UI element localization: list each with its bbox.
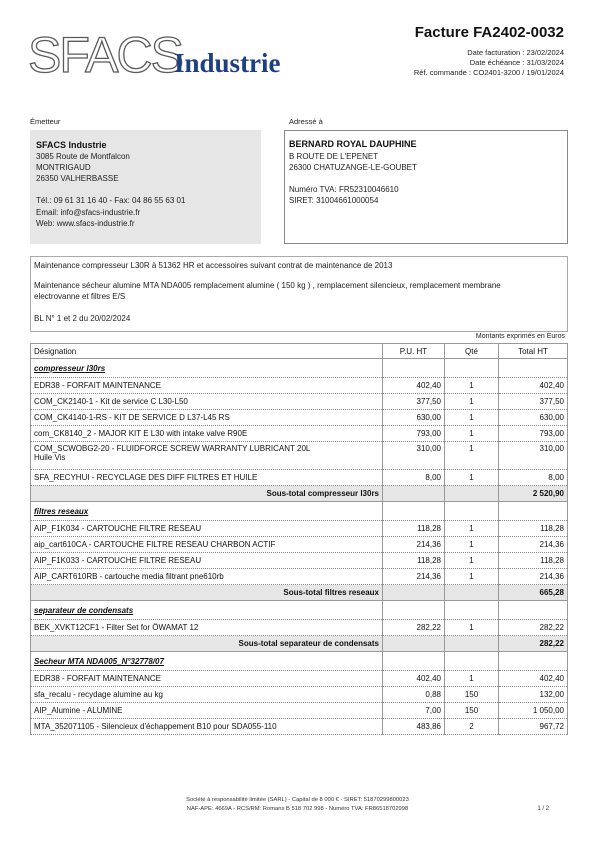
addressee-address-1: B ROUTE DE L'EPENET bbox=[289, 152, 379, 161]
item-total: 282,22 bbox=[499, 620, 568, 636]
invoice-items-table bbox=[30, 343, 568, 735]
item-total: 402,40 bbox=[499, 671, 568, 687]
subtotal-label: Sous-total compresseur l30rs bbox=[31, 486, 383, 502]
table-row bbox=[31, 521, 568, 537]
item-total: 8,00 bbox=[499, 470, 568, 486]
emitter-address-1: 3085 Route de Montfalcon bbox=[36, 152, 130, 161]
table-row bbox=[31, 394, 568, 410]
addressee-label: Adressé à bbox=[289, 117, 323, 126]
item-total: 132,00 bbox=[499, 687, 568, 703]
emitter-block bbox=[30, 130, 261, 244]
item-unit-price: 630,00 bbox=[383, 410, 445, 426]
table-row bbox=[31, 553, 568, 569]
table-row bbox=[31, 569, 568, 585]
item-unit-price: 282,22 bbox=[383, 620, 445, 636]
emitter-phone: Tél.: 09 61 31 16 40 - Fax: 04 86 55 63 01 bbox=[36, 196, 186, 205]
header-unit-price: P.U. HT bbox=[383, 344, 445, 359]
table-row bbox=[31, 442, 568, 470]
item-quantity: 1 bbox=[445, 426, 499, 442]
item-designation: EDR38 - FORFAIT MAINTENANCE bbox=[31, 378, 383, 394]
item-total: 118,28 bbox=[499, 553, 568, 569]
table-row bbox=[31, 703, 568, 719]
subtotal-label: Sous-total separateur de condensats bbox=[31, 636, 383, 652]
subtotal-row bbox=[31, 636, 568, 652]
section-header bbox=[31, 359, 568, 378]
item-quantity: 1 bbox=[445, 442, 499, 470]
item-quantity: 1 bbox=[445, 378, 499, 394]
table-row bbox=[31, 687, 568, 703]
item-quantity: 1 bbox=[445, 470, 499, 486]
invoice-description bbox=[30, 256, 568, 332]
table-row bbox=[31, 719, 568, 735]
item-total: 967,72 bbox=[499, 719, 568, 735]
addressee-block bbox=[284, 130, 568, 244]
item-quantity: 1 bbox=[445, 620, 499, 636]
invoice-date: Date facturation : 23/02/2024 bbox=[467, 48, 564, 57]
section-header bbox=[31, 601, 568, 620]
item-total: 630,00 bbox=[499, 410, 568, 426]
item-designation: AIP_Alumine - ALUMINE bbox=[31, 703, 383, 719]
item-unit-price: 483,86 bbox=[383, 719, 445, 735]
item-designation: COM_CK4140-1-RS - KIT DE SERVICE D L37-L45 RS bbox=[31, 410, 383, 426]
invoice-title: Facture FA2402-0032 bbox=[414, 24, 564, 41]
subtotal-value: 665,28 bbox=[499, 585, 568, 601]
logo-industrie-text: Industrie bbox=[174, 48, 281, 78]
item-quantity: 1 bbox=[445, 537, 499, 553]
item-unit-price: 402,40 bbox=[383, 671, 445, 687]
item-quantity: 1 bbox=[445, 394, 499, 410]
emitter-name: SFACS Industrie bbox=[36, 140, 107, 150]
subtotal-value: 282,22 bbox=[499, 636, 568, 652]
table-row bbox=[31, 470, 568, 486]
currency-note: Montants exprimés en Euros bbox=[475, 333, 565, 340]
logo-sfacs-text: SFACS bbox=[28, 27, 182, 83]
item-quantity: 1 bbox=[445, 671, 499, 687]
item-unit-price: 8,00 bbox=[383, 470, 445, 486]
table-row bbox=[31, 378, 568, 394]
item-unit-price: 214,36 bbox=[383, 537, 445, 553]
item-quantity: 150 bbox=[445, 687, 499, 703]
subtotal-label: Sous-total filtres reseaux bbox=[31, 585, 383, 601]
item-unit-price: 402,40 bbox=[383, 378, 445, 394]
item-total: 793,00 bbox=[499, 426, 568, 442]
emitter-web: Web: www.sfacs-industrie.fr bbox=[36, 219, 135, 228]
header-total: Total HT bbox=[499, 344, 568, 359]
emitter-address-3: 26350 VALHERBASSE bbox=[36, 174, 119, 183]
header-designation: Désignation bbox=[31, 344, 383, 359]
description-line: Maintenance compresseur L30R à 51362 HR et accessoires suivant contrat de maintenance de 2013 bbox=[34, 261, 393, 270]
item-designation: EDR38 - FORFAIT MAINTENANCE bbox=[31, 671, 383, 687]
item-unit-price: 0,88 bbox=[383, 687, 445, 703]
item-unit-price: 7,00 bbox=[383, 703, 445, 719]
footer-legal-line-2: NAF-APE: 4669A - RCS/RM: Romans B 518 702 998 - Numéro TVA: FR86518702998 bbox=[186, 806, 409, 812]
item-designation: com_CK8140_2 - MAJOR KIT E L30 with intake valve R90E bbox=[31, 426, 383, 442]
item-quantity: 1 bbox=[445, 553, 499, 569]
addressee-tva: Numéro TVA: FR52310046610 bbox=[289, 185, 399, 194]
page-number: 1 / 2 bbox=[537, 806, 549, 812]
item-unit-price: 377,50 bbox=[383, 394, 445, 410]
item-designation: AIP_F1K034 - CARTOUCHE FILTRE RESEAU bbox=[31, 521, 383, 537]
item-quantity: 1 bbox=[445, 569, 499, 585]
item-designation: AIP_F1K033 - CARTOUCHE FILTRE RESEAU bbox=[31, 553, 383, 569]
item-total: 214,36 bbox=[499, 569, 568, 585]
section-title: compresseur l30rs bbox=[31, 359, 383, 378]
item-quantity: 2 bbox=[445, 719, 499, 735]
footer-legal-line-1: Société à responsabilité limitée (SARL) - Capital de 8 000 € - SIRET: 51870299800023 bbox=[186, 797, 409, 803]
subtotal-row bbox=[31, 585, 568, 601]
section-header bbox=[31, 652, 568, 671]
item-quantity: 1 bbox=[445, 521, 499, 537]
delivery-note-reference: BL N° 1 et 2 du 20/02/2024 bbox=[34, 314, 131, 323]
item-designation: MTA_352071105 - Silencieux d'échappement B10 pour SDA055-110 bbox=[31, 719, 383, 735]
item-total: 310,00 bbox=[499, 442, 568, 470]
item-designation: COM_CK2140-1 - Kit de service C L30-L50 bbox=[31, 394, 383, 410]
item-designation: SFA_RECYHUI - RECYCLAGE DES DIFF FILTRES ET HUILE bbox=[31, 470, 383, 486]
item-unit-price: 118,28 bbox=[383, 521, 445, 537]
item-unit-price: 214,36 bbox=[383, 569, 445, 585]
addressee-name: BERNARD ROYAL DAUPHINE bbox=[289, 139, 417, 149]
table-header-row bbox=[31, 344, 568, 359]
item-quantity: 1 bbox=[445, 410, 499, 426]
addressee-address-2: 26300 CHATUZANGE-LE-GOUBET bbox=[289, 163, 417, 172]
section-title: filtres reseaux bbox=[31, 502, 383, 521]
item-designation-line: COM_SCWOBG2-20 - FLUIDFORCE SCREW WARRANTY LUBRICANT 20L bbox=[34, 444, 311, 453]
table-row bbox=[31, 426, 568, 442]
item-designation-note: Huile Vis bbox=[34, 453, 66, 462]
subtotal-value: 2 520,90 bbox=[499, 486, 568, 502]
company-logo bbox=[28, 27, 288, 83]
emitter-address-2: MONTRIGAUD bbox=[36, 163, 91, 172]
table-row bbox=[31, 620, 568, 636]
item-total: 118,28 bbox=[499, 521, 568, 537]
order-reference: Réf. commande : CO2401-3200 / 19/01/2024 bbox=[413, 68, 564, 77]
table-row bbox=[31, 410, 568, 426]
item-unit-price: 793,00 bbox=[383, 426, 445, 442]
section-title: separateur de condensats bbox=[31, 601, 383, 620]
emitter-email: Email: info@sfacs-industrie.fr bbox=[36, 208, 141, 217]
item-designation: BEK_XVKT12CF1 - Filter Set for ÖWAMAT 12 bbox=[31, 620, 383, 636]
item-total: 1 050,00 bbox=[499, 703, 568, 719]
header-quantity: Qté bbox=[445, 344, 499, 359]
item-designation: aip_cart610CA - CARTOUCHE FILTRE RESEAU CHARBON ACTIF bbox=[31, 537, 383, 553]
section-title: Secheur MTA NDA005_N°32778/07 bbox=[31, 652, 383, 671]
item-total: 402,40 bbox=[499, 378, 568, 394]
item-total: 377,50 bbox=[499, 394, 568, 410]
item-designation: AIP_CART610RB - cartouche media filtrant pne610rb bbox=[31, 569, 383, 585]
section-header bbox=[31, 502, 568, 521]
table-row bbox=[31, 537, 568, 553]
emitter-label: Émetteur bbox=[30, 117, 61, 126]
subtotal-row bbox=[31, 486, 568, 502]
item-total: 214,36 bbox=[499, 537, 568, 553]
item-designation: sfa_recalu - recydage alumine au kg bbox=[31, 687, 383, 703]
due-date: Date échéance : 31/03/2024 bbox=[469, 58, 564, 67]
description-line: electrovanne et filtres E/S bbox=[34, 292, 126, 301]
item-unit-price: 310,00 bbox=[383, 442, 445, 470]
item-unit-price: 118,28 bbox=[383, 553, 445, 569]
table-row bbox=[31, 671, 568, 687]
addressee-siret: SIRET: 31004661000054 bbox=[289, 196, 379, 205]
item-quantity: 150 bbox=[445, 703, 499, 719]
description-line: Maintenance sécheur alumine MTA NDA005 remplacement alumine ( 150 kg ) , remplacement silencieux, remplacement membrane bbox=[34, 281, 501, 290]
item-designation bbox=[31, 442, 383, 470]
